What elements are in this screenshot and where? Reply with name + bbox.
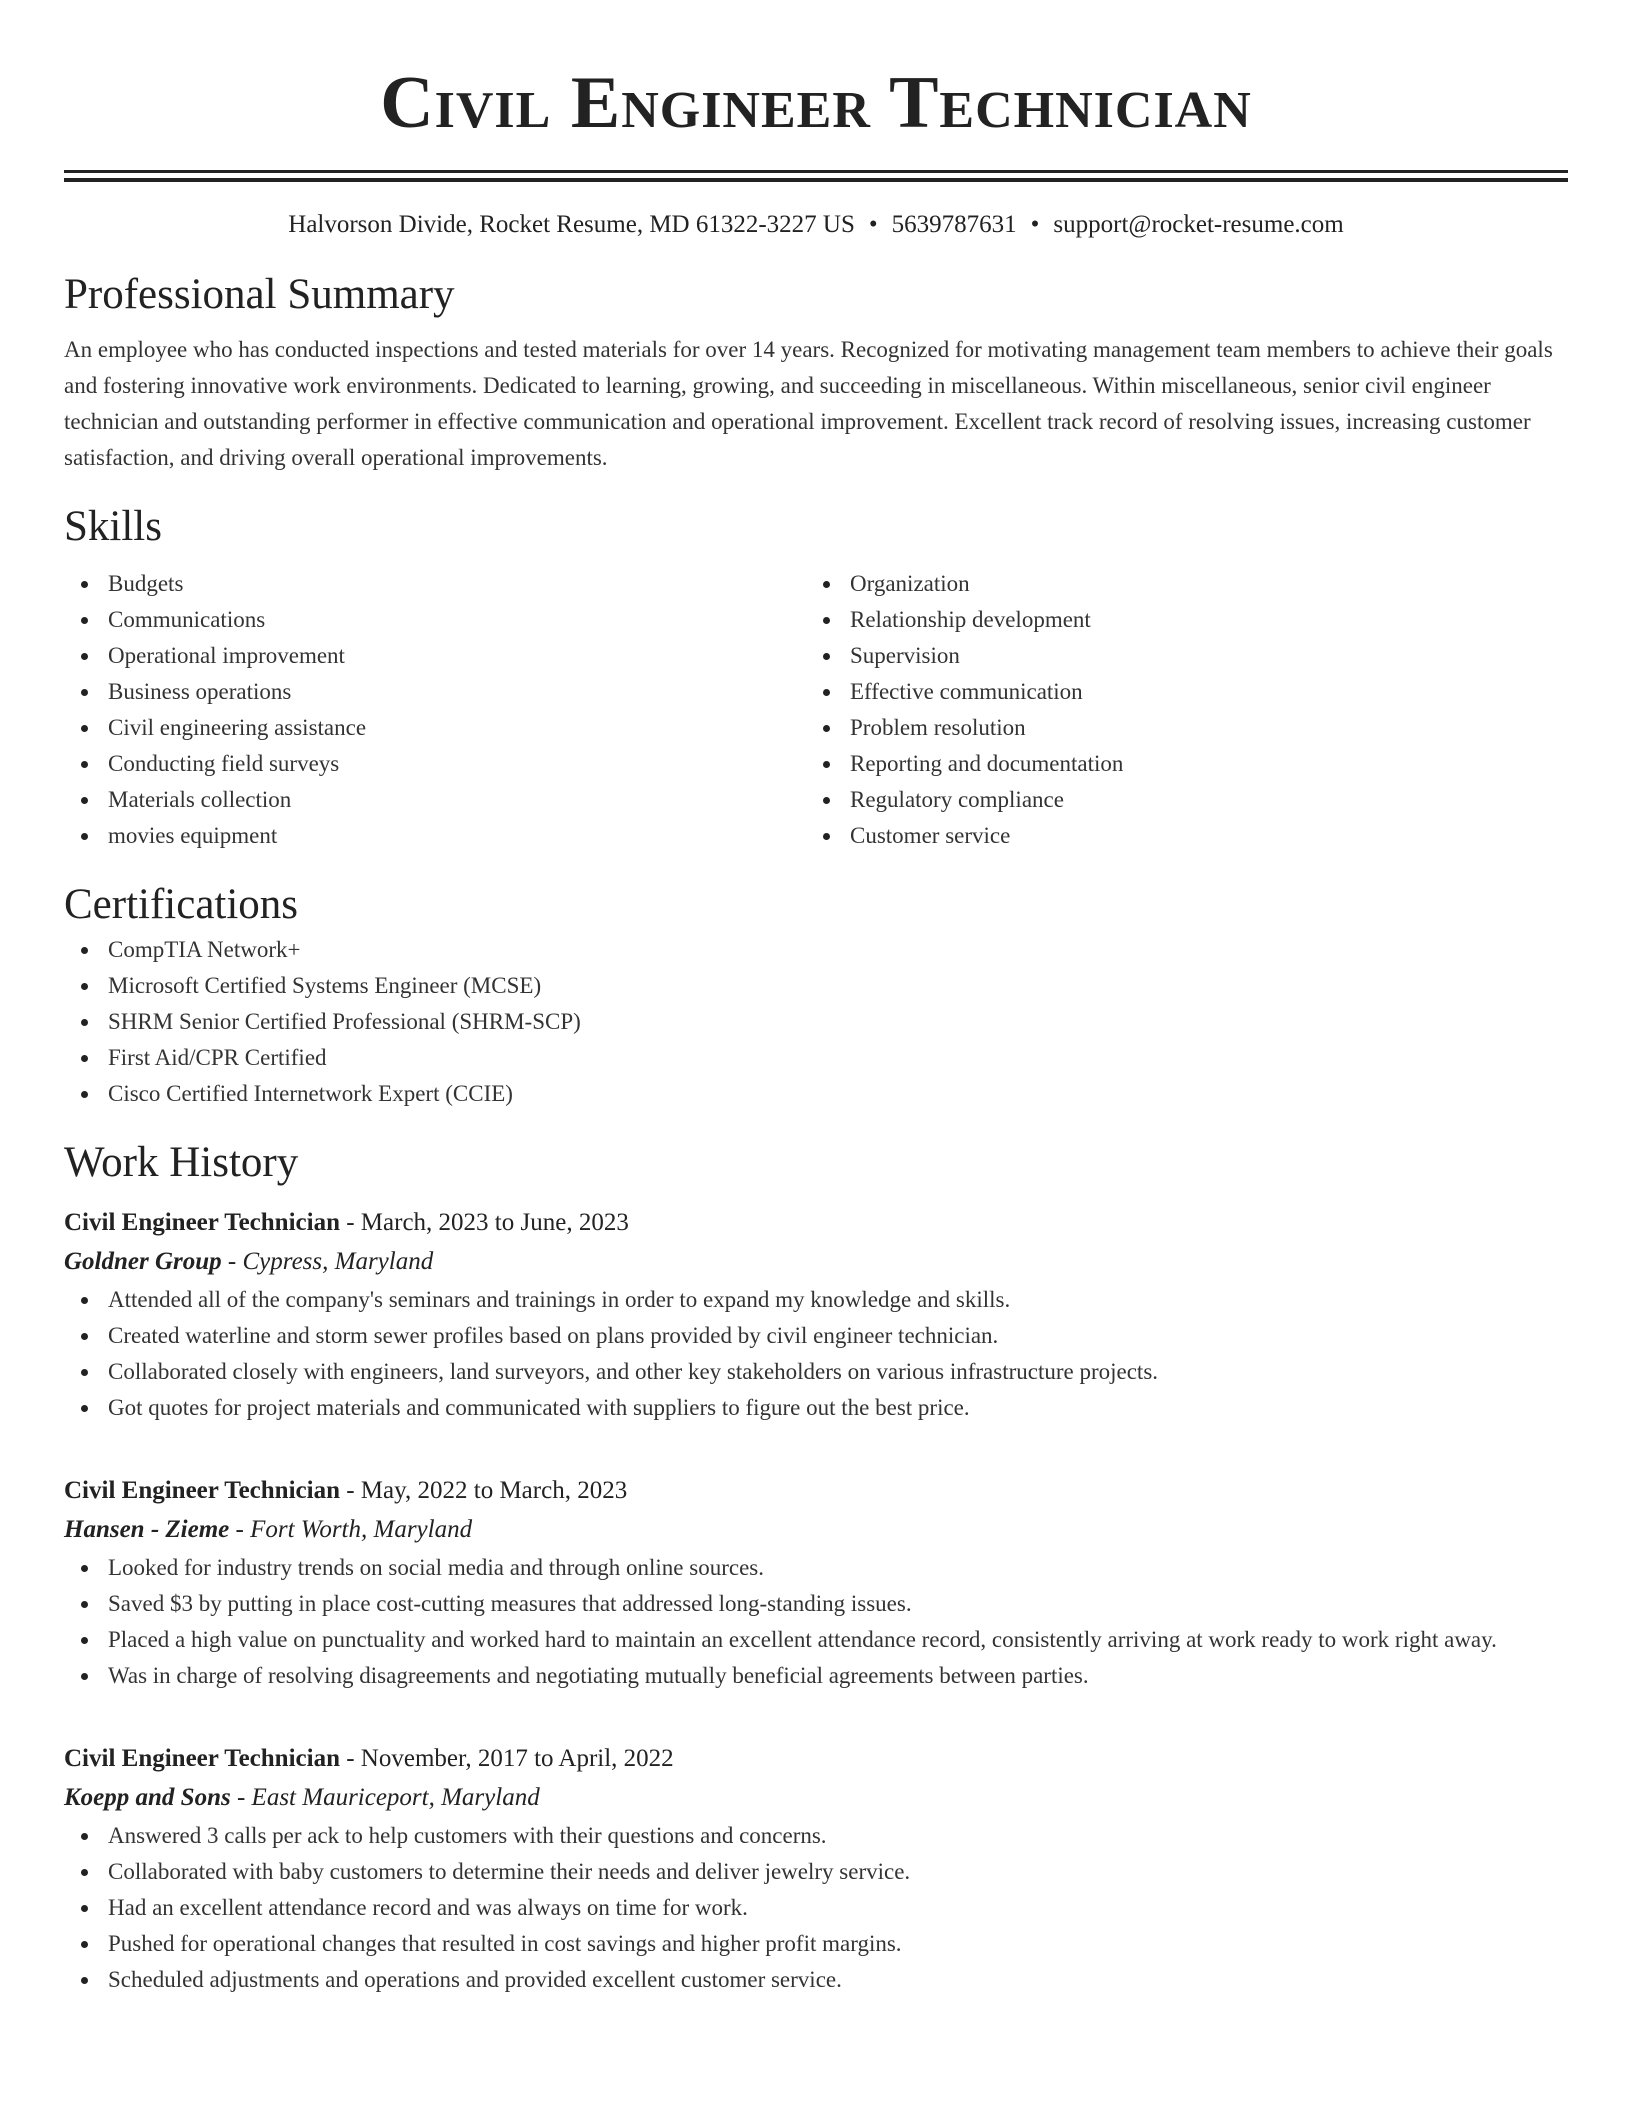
skills-columns	[64, 566, 1568, 854]
job-dates: - March, 2023 to June, 2023	[339, 1209, 629, 1236]
job-entry	[64, 1204, 1568, 1426]
job-entry	[64, 1740, 1568, 1998]
skill-item: movies equipment	[64, 818, 806, 854]
certifications-list	[64, 932, 1568, 1112]
job-entry	[64, 1472, 1568, 1694]
certification-item: Cisco Certified Internetwork Expert (CCIE)	[64, 1076, 1568, 1112]
contact-address: Halvorson Divide, Rocket Resume, MD 61322-3227 US	[288, 211, 855, 238]
job-duties-list	[64, 1550, 1568, 1694]
job-company: Koepp and Sons	[64, 1784, 231, 1811]
job-duty: Collaborated with baby customers to determine their needs and deliver jewelry service.	[64, 1854, 1568, 1890]
job-duty: Pushed for operational changes that resulted in cost savings and higher profit margins.	[64, 1926, 1568, 1962]
job-title-line	[64, 1740, 1568, 1778]
skill-item: Business operations	[64, 674, 806, 710]
job-dates: - May, 2022 to March, 2023	[339, 1477, 628, 1504]
skill-item: Materials collection	[64, 782, 806, 818]
job-location: - Fort Worth, Maryland	[229, 1516, 473, 1543]
job-title: Civil Engineer Technician	[64, 1745, 340, 1772]
job-title-line	[64, 1472, 1568, 1510]
work-history-heading: Work History	[64, 1139, 299, 1186]
skill-item: Regulatory compliance	[806, 782, 1548, 818]
job-duty: Was in charge of resolving disagreements and negotiating mutually beneficial agreements between parties.	[64, 1658, 1568, 1694]
job-duty: Answered 3 calls per ack to help customers with their questions and concerns.	[64, 1818, 1568, 1854]
skill-item: Conducting field surveys	[64, 746, 806, 782]
skill-item: Operational improvement	[64, 638, 806, 674]
job-duty: Had an excellent attendance record and was always on time for work.	[64, 1890, 1568, 1926]
certification-item: Microsoft Certified Systems Engineer (MCSE)	[64, 968, 1568, 1004]
job-duty: Collaborated closely with engineers, land surveyors, and other key stakeholders on various infrastructure projects.	[64, 1354, 1568, 1390]
job-title-line	[64, 1204, 1568, 1242]
skill-item: Effective communication	[806, 674, 1548, 710]
certification-item: CompTIA Network+	[64, 932, 1568, 968]
job-duty: Created waterline and storm sewer profiles based on plans provided by civil engineer technician.	[64, 1318, 1568, 1354]
certification-item: SHRM Senior Certified Professional (SHRM-SCP)	[64, 1004, 1568, 1040]
job-company-line	[64, 1242, 1568, 1282]
job-duties-list	[64, 1282, 1568, 1426]
contact-line	[64, 208, 1568, 242]
skill-item: Communications	[64, 602, 806, 638]
job-company: Hansen - Zieme	[64, 1516, 230, 1543]
job-duty: Scheduled adjustments and operations and provided excellent customer service.	[64, 1962, 1568, 1998]
job-title: Civil Engineer Technician	[64, 1209, 340, 1236]
job-location: - East Mauriceport, Maryland	[230, 1784, 540, 1811]
job-title: Civil Engineer Technician	[64, 1477, 340, 1504]
job-duty: Attended all of the company's seminars and trainings in order to expand my knowledge and skills.	[64, 1282, 1568, 1318]
contact-phone: 5639787631	[891, 211, 1017, 238]
job-duty: Looked for industry trends on social media and through online sources.	[64, 1550, 1568, 1586]
job-company-line	[64, 1510, 1568, 1550]
skill-item: Budgets	[64, 566, 806, 602]
skill-item: Relationship development	[806, 602, 1548, 638]
job-company: Goldner Group	[64, 1248, 222, 1275]
resume-page	[64, 0, 1568, 1998]
job-location: - Cypress, Maryland	[221, 1248, 434, 1275]
resume-name: Civil Engineer Technician	[380, 62, 1252, 144]
job-duty: Got quotes for project materials and communicated with suppliers to figure out the best price.	[64, 1390, 1568, 1426]
skill-item: Supervision	[806, 638, 1548, 674]
certifications-heading: Certifications	[64, 881, 299, 928]
contact-email: support@rocket-resume.com	[1053, 211, 1344, 238]
job-duties-list	[64, 1818, 1568, 1998]
contact-separator: •	[1030, 211, 1040, 238]
summary-text: An employee who has conducted inspections and tested materials for over 14 years. Recognized for motivating management team members to achieve their goals and fostering innovative work environments. Dedicated to learning, growing, and succeeding in miscellaneous. Within miscellaneous, senior civil engineer technician and outstanding performer in effective communication and operational improvement. Excellent track record of resolving issues, increasing customer satisfaction, and driving overall operational improvements.	[64, 337, 1553, 470]
header-double-rule	[64, 170, 1568, 182]
skill-item: Organization	[806, 566, 1548, 602]
skill-item: Civil engineering assistance	[64, 710, 806, 746]
certification-item: First Aid/CPR Certified	[64, 1040, 1568, 1076]
job-duty: Saved $3 by putting in place cost-cutting measures that addressed long-standing issues.	[64, 1586, 1568, 1622]
skills-heading: Skills	[64, 503, 162, 550]
skill-item: Customer service	[806, 818, 1548, 854]
contact-separator: •	[868, 211, 878, 238]
skill-item: Reporting and documentation	[806, 746, 1548, 782]
skill-item: Problem resolution	[806, 710, 1548, 746]
job-dates: - November, 2017 to April, 2022	[339, 1745, 674, 1772]
job-company-line	[64, 1778, 1568, 1818]
job-duty: Placed a high value on punctuality and worked hard to maintain an excellent attendance record, consistently arriving at work ready to work right away.	[64, 1622, 1568, 1658]
summary-heading: Professional Summary	[64, 271, 455, 318]
skills-list-right	[806, 566, 1548, 854]
skills-list-left	[64, 566, 806, 854]
